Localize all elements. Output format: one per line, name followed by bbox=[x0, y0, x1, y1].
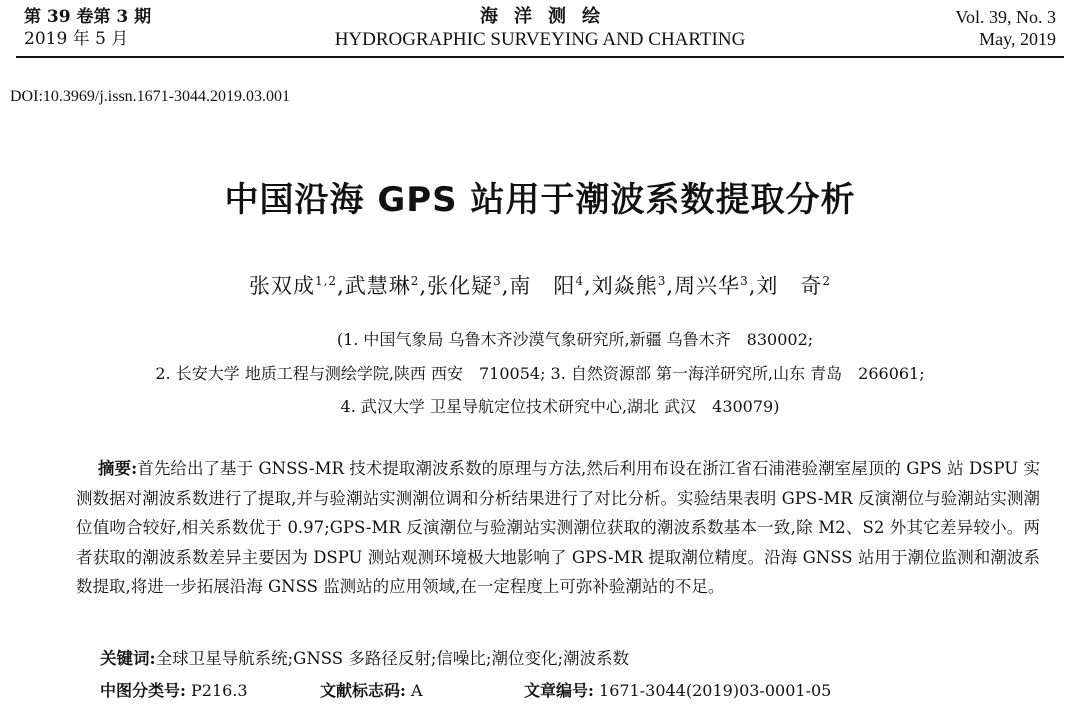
keywords-text: 全球卫星导航系统;GNSS 多路径反射;信噪比;潮位变化;潮波系数 bbox=[155, 649, 630, 668]
author: 张双成$^{1,2}$, bbox=[248, 274, 345, 298]
header-right bbox=[955, 6, 1056, 50]
article-number: 文章编号: 1671-3044(2019)03-0001-05 bbox=[524, 681, 832, 700]
author: 武慧琳$^2$, bbox=[344, 274, 428, 298]
affiliation-line: 4. 武汉大学 卫星导航定位技术研究中心,湖北 武汉 430079) bbox=[340, 397, 780, 416]
journal-name-en: HYDROGRAPHIC SURVEYING AND CHARTING bbox=[334, 29, 746, 50]
abstract-label: 摘要: bbox=[98, 459, 138, 478]
journal-name-cn: 海洋测绘 bbox=[480, 6, 616, 27]
header-center bbox=[24, 6, 1056, 52]
abstract bbox=[76, 454, 1040, 602]
doi: DOI:10.3969/j.issn.1671-3044.2019.03.001 bbox=[10, 88, 290, 105]
volume-en: Vol. 39, No. 3 bbox=[955, 7, 1056, 27]
date-cn: 2019 年 5 月 bbox=[24, 29, 129, 49]
paper-title: 中国沿海 GPS 站用于潮波系数提取分析 bbox=[224, 180, 856, 220]
keywords bbox=[100, 645, 629, 669]
author: 南 阳$^4$, bbox=[509, 274, 592, 298]
keywords-label: 关键词: bbox=[100, 649, 156, 668]
author: 周兴华$^3$, bbox=[674, 274, 757, 298]
journal-header bbox=[24, 6, 1056, 56]
volume-cn: 第 39 卷第 3 期 bbox=[24, 7, 152, 27]
affiliation-line: (1. 中国气象局 乌鲁木齐沙漠气象研究所,新疆 乌鲁木齐 830002; bbox=[336, 330, 814, 349]
author-list bbox=[0, 270, 1080, 300]
date-en: May, 2019 bbox=[979, 29, 1056, 49]
header-rule bbox=[16, 56, 1064, 58]
author: 张化疑$^3$, bbox=[427, 274, 510, 298]
author: 刘焱熊$^3$, bbox=[591, 274, 675, 298]
clc-number: 中图分类号: P216.3 bbox=[100, 681, 248, 700]
abstract-text: 首先给出了基于 GNSS-MR 技术提取潮波系数的原理与方法,然后利用布设在浙江省石浦港验潮室屋顶的 GPS 站 DSPU 实测数据对潮波系数进行了提取,并与验潮站实测潮位调和分析结果进行了对比分析。实验结果表明 GPS-MR 反演潮位与验潮站实测潮位值吻合较好,相关系数优于 0.97;GPS-MR 反演潮位与验潮站实测潮位获取的潮波系数基本一致,除 M2、S2 外其它差异较小。两者获取的潮波系数差异主要因为 DSPU 测站观测环境极大地影响了 GPS-MR 提取潮位精度。沿海 GNSS 站用于潮位监测和潮波系数提取,将进一步拓展沿海 GNSS 监测站的应用领域,在一定程度上可弥补验潮站的不足。 bbox=[76, 459, 1041, 596]
author: 刘 奇$^2$ bbox=[756, 274, 832, 298]
affiliation-line: 2. 长安大学 地质工程与测绘学院,陕西 西安 710054; 3. 自然资源部 第一海洋研究所,山东 青岛 266061; bbox=[155, 364, 925, 383]
document-code: 文献标志码: A bbox=[320, 681, 423, 700]
